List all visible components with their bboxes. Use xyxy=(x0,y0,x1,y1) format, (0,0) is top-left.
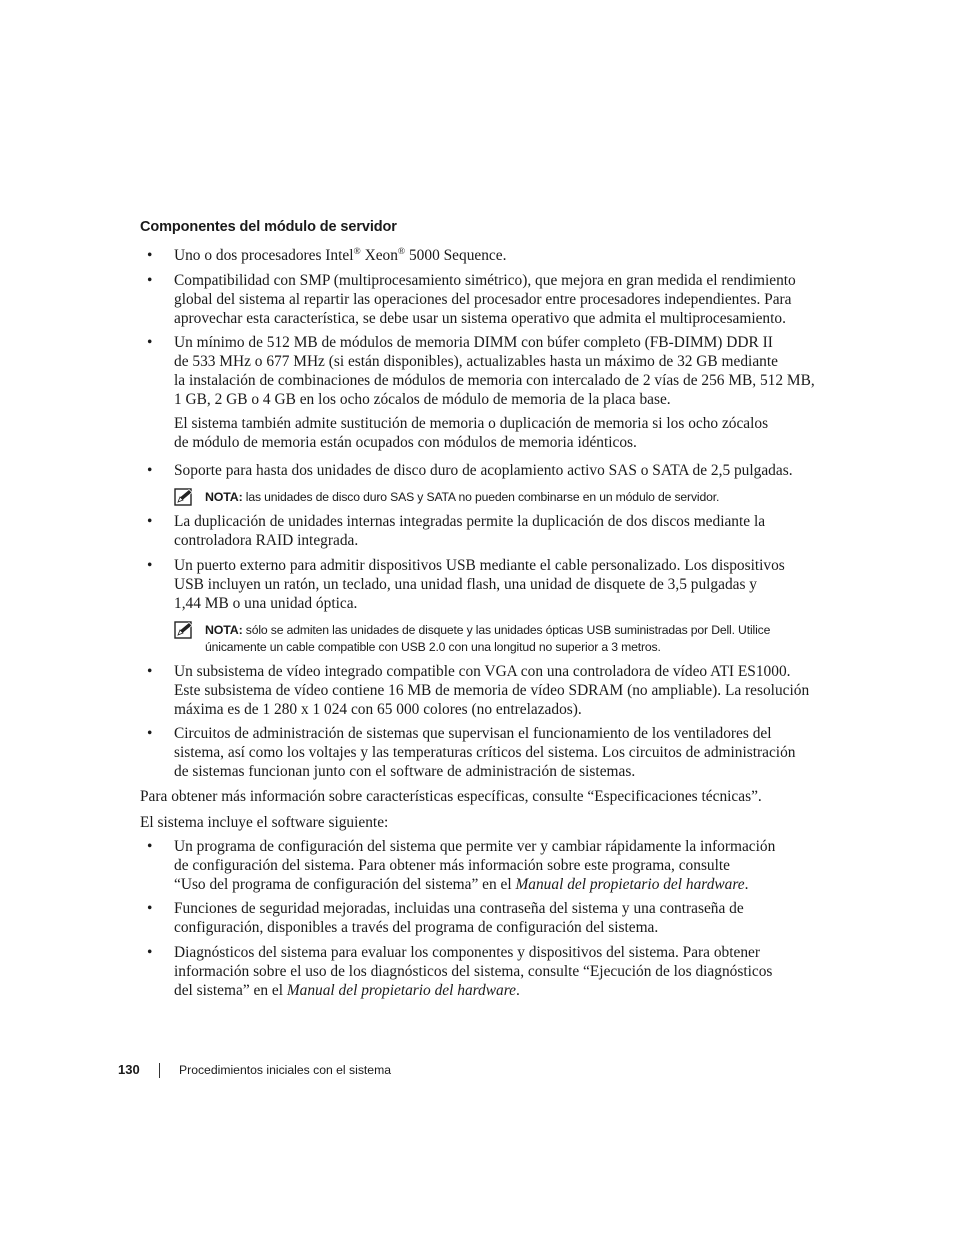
pencil-note-icon xyxy=(174,621,194,639)
list-item-processors: Uno o dos procesadores Intel® Xeon® 5000 Sequence. xyxy=(174,247,507,264)
bullet: • xyxy=(147,247,153,264)
list-item-diagnostics-line: información sobre el uso de los diagnósticos del sistema, consulte “Ejecución de los diagnósticos xyxy=(174,963,773,980)
memory-subparagraph-line: El sistema también admite sustitución de memoria o duplicación de memoria si los ocho zócalos xyxy=(174,415,769,432)
list-item-memory-line: la instalación de combinaciones de módulos de memoria con intercalado de 2 vías de 256 MB, 512 MB, xyxy=(174,372,815,389)
list-item-usb-line: 1,44 MB o una unidad óptica. xyxy=(174,595,358,612)
bullet: • xyxy=(147,838,153,855)
list-item-memory-line: 1 GB, 2 GB o 4 GB en los ocho zócalos de módulo de memoria de la placa base. xyxy=(174,391,671,408)
note-label: NOTA: xyxy=(205,490,243,504)
note-usb-line: únicamente un cable compatible con USB 2.0 con una longitud no superior a 3 metros. xyxy=(205,640,661,654)
list-item-diagnostics-line: Diagnósticos del sistema para evaluar los componentes y dispositivos del sistema. Para obtener xyxy=(174,944,760,961)
list-item-security-line: configuración, disponibles a través del programa de configuración del sistema. xyxy=(174,919,659,936)
list-item-management-line: Circuitos de administración de sistemas que supervisan el funcionamiento de los ventiladores del xyxy=(174,725,772,742)
paragraph-software-intro: El sistema incluye el software siguiente: xyxy=(140,814,389,831)
bullet: • xyxy=(147,725,153,742)
footer-title: Procedimientos iniciales con el sistema xyxy=(179,1063,392,1077)
bullet: • xyxy=(147,900,153,917)
list-item-video-line: máxima es de 1 280 x 1 024 con 65 000 colores (no entrelazados). xyxy=(174,701,582,718)
list-item-setup-line: Un programa de configuración del sistema que permite ver y cambiar rápidamente la información xyxy=(174,838,776,855)
list-item-security-line: Funciones de seguridad mejoradas, incluidas una contraseña del sistema y una contraseña de xyxy=(174,900,744,917)
bullet: • xyxy=(147,334,153,351)
note-disks: NOTA: las unidades de disco duro SAS y SATA no pueden combinarse en un módulo de servidor. xyxy=(205,490,720,504)
manual-title: Manual del propietario del hardware xyxy=(515,876,745,893)
list-item-usb-line: USB incluyen un ratón, un teclado, una unidad flash, una unidad de disquete de 3,5 pulgadas y xyxy=(174,576,758,593)
list-item-video-line: Este subsistema de vídeo contiene 16 MB de memoria de vídeo SDRAM (no ampliable). La resolución xyxy=(174,682,810,699)
list-item-smp-line: aprovechar esta característica, se debe usar un sistema operativo que admita el multiprocesamiento. xyxy=(174,310,786,327)
manual-title: Manual del propietario del hardware xyxy=(286,982,516,999)
list-item-setup-line: “Uso del programa de configuración del sistema” en el Manual del propietario del hardware. xyxy=(174,876,749,893)
list-item-raid-line: La duplicación de unidades internas integradas permite la duplicación de dos discos mediante la xyxy=(174,513,766,530)
note-label: NOTA: xyxy=(205,623,243,637)
list-item-memory-line: de 533 MHz o 677 MHz (si están disponibles), actualizables hasta un máximo de 32 GB mediante xyxy=(174,353,778,370)
memory-subparagraph-line: de módulo de memoria están ocupados con módulos de memoria idénticos. xyxy=(174,434,637,451)
note-usb-line: NOTA: sólo se admiten las unidades de disquete y las unidades ópticas USB suministradas por Dell. Utilice xyxy=(205,623,771,637)
list-item-raid-line: controladora RAID integrada. xyxy=(174,532,359,549)
bullet: • xyxy=(147,513,153,530)
paragraph-more-info: Para obtener más información sobre características específicas, consulte “Especificaciones técnicas”. xyxy=(140,788,762,805)
list-item-smp-line: global del sistema al repartir las operaciones del procesador entre procesadores independientes. Para xyxy=(174,291,792,308)
list-item-memory-line: Un mínimo de 512 MB de módulos de memoria DIMM con búfer completo (FB-DIMM) DDR II xyxy=(174,334,773,351)
list-item-diagnostics-line: del sistema” en el Manual del propietario del hardware. xyxy=(174,982,520,999)
list-item-usb-line: Un puerto externo para admitir dispositivos USB mediante el cable personalizado. Los dispositivos xyxy=(174,557,785,574)
bullet: • xyxy=(147,944,153,961)
bullet: • xyxy=(147,462,153,479)
bullet: • xyxy=(147,557,153,574)
footer-separator xyxy=(159,1063,160,1078)
section-title: Componentes del módulo de servidor xyxy=(140,219,397,235)
list-item-smp-line: Compatibilidad con SMP (multiprocesamiento simétrico), que mejora en gran medida el rendimiento xyxy=(174,272,796,289)
bullet: • xyxy=(147,272,153,289)
list-item-disks: Soporte para hasta dos unidades de disco duro de acoplamiento activo SAS o SATA de 2,5 pulgadas. xyxy=(174,462,793,479)
list-item-management-line: de sistemas funcionan junto con el software de administración de sistemas. xyxy=(174,763,636,780)
list-item-setup-line: de configuración del sistema. Para obtener más información sobre este programa, consulte xyxy=(174,857,731,874)
page-number: 130 xyxy=(118,1062,140,1077)
pencil-note-icon xyxy=(174,488,194,506)
bullet: • xyxy=(147,663,153,680)
list-item-video-line: Un subsistema de vídeo integrado compatible con VGA con una controladora de vídeo ATI ES1000. xyxy=(174,663,791,680)
list-item-management-line: sistema, así como los voltajes y las temperaturas críticos del sistema. Los circuitos de administración xyxy=(174,744,796,761)
